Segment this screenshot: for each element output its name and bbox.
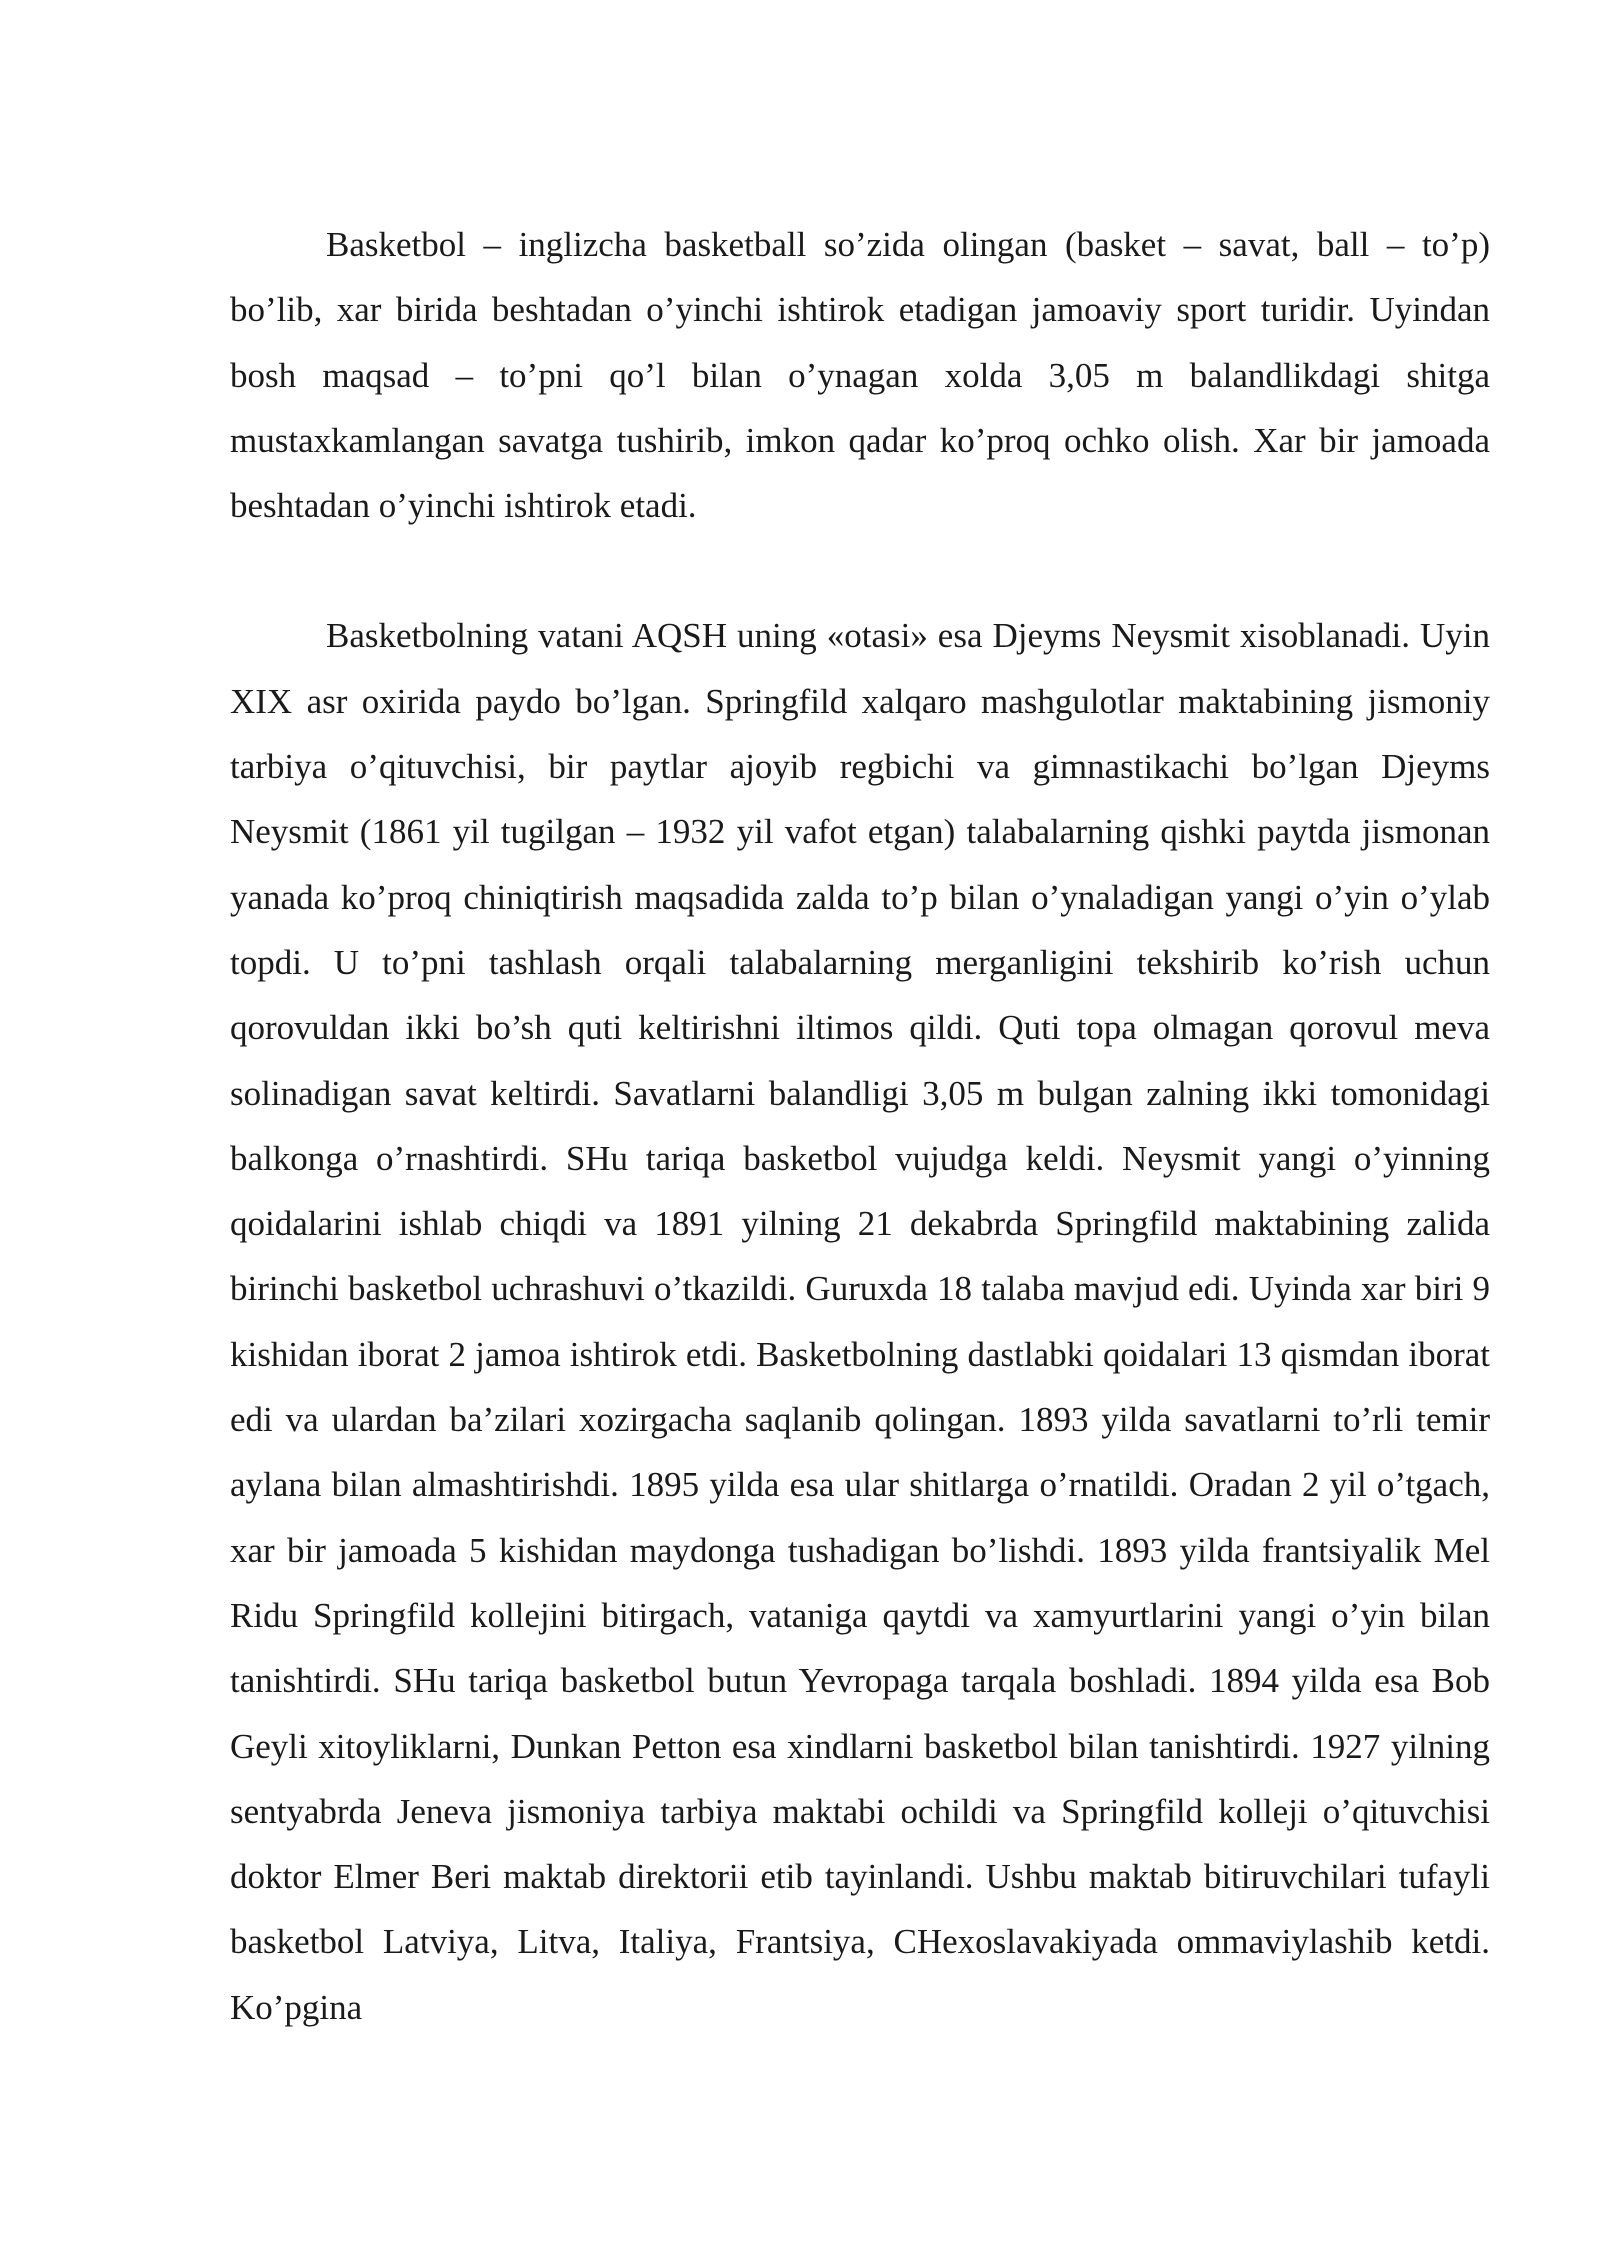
paragraph-intro: Basketbol – inglizcha basketball so’zida olingan (basket – savat, ball – to’p) bo’lib, xar birida beshtadan o’yinchi ishtirok etadigan jamoaviy sport turidir. Uyindan bosh maqsad – to’pni qo’l bilan o’ynagan xolda 3,05 m balandlikdagi shitga mustaxkamlangan savatga tushirib, imkon qadar ko’proq ochko olish. Xar bir jamoada beshtadan o’yinchi ishtirok etadi. [230,225,1490,526]
paragraph-history: Basketbolning vatani AQSH uning «otasi» esa Djeyms Neysmit xisoblanadi. Uyin XIX asr oxirida paydo bo’lgan. Springfild xalqaro mashgulotlar maktabining jismoniy tarbiya o’qituvchisi, bir paytlar ajoyib regbichi va gimnastikachi bo’lgan Djeyms Neysmit (1861 yil tugilgan – 1932 yil vafot etgan) talabalarning qishki paytda jismonan yanada ko’proq chiniqtirish maqsadida zalda to’p bilan o’ynaladigan yangi o’yin o’ylab topdi. U to’pni tashlash orqali talabalarning merganligini tekshirib ko’rish uchun qorovuldan ikki bo’sh quti keltirishni iltimos qildi. Quti topa olmagan qorovul meva solinadigan savat keltirdi. Savatlarni balandligi 3,05 m bulgan zalning ikki tomonidagi balkonga o’rnashtirdi. SHu tariqa basketbol vujudga keldi. Neysmit yangi o’yinning qoidalarini ishlab chiqdi va 1891 yilning 21 dekabrda Springfild maktabining zalida birinchi basketbol uchrashuvi o’tkazildi. Guruxda 18 talaba mavjud edi. Uyinda xar biri 9 kishidan iborat 2 jamoa ishtirok etdi. Basketbolning dastlabki qoidalari 13 qismdan iborat edi va ulardan ba’zilari xozirgacha saqlanib qolingan. 1893 yilda savatlarni to’rli temir aylana bilan almashtirishdi. 1895 yilda esa ular shitlarga o’rnatildi. Oradan 2 yil o’tgach, xar bir jamoada 5 kishidan maydonga tushadigan bo’lishdi. 1893 yilda frantsiyalik Mel Ridu Springfild kollejini bitirgach, vataniga qaytdi va xamyurtlarini yangi o’yin bilan tanishtirdi. SHu tariqa basketbol butun Yevropaga tarqala boshladi. 1894 yilda esa Bob Geyli xitoyliklarni, Dunkan Petton esa xindlarni basketbol bilan tanishtirdi. 1927 yilning sentyabrda Jeneva jismoniya tarbiya maktabi ochildi va Springfild kolleji o’qituvchisi doktor Elmer Beri maktab direktorii etib tayinlandi. Ushbu maktab bitiruvchilari tufayli basketbol Latviya, Litva, Italiya, Frantsiya, CHexoslavakiyada ommaviylashib ketdi. Ko’pgina [230,616,1490,2027]
document-page [230,212,1490,2040]
